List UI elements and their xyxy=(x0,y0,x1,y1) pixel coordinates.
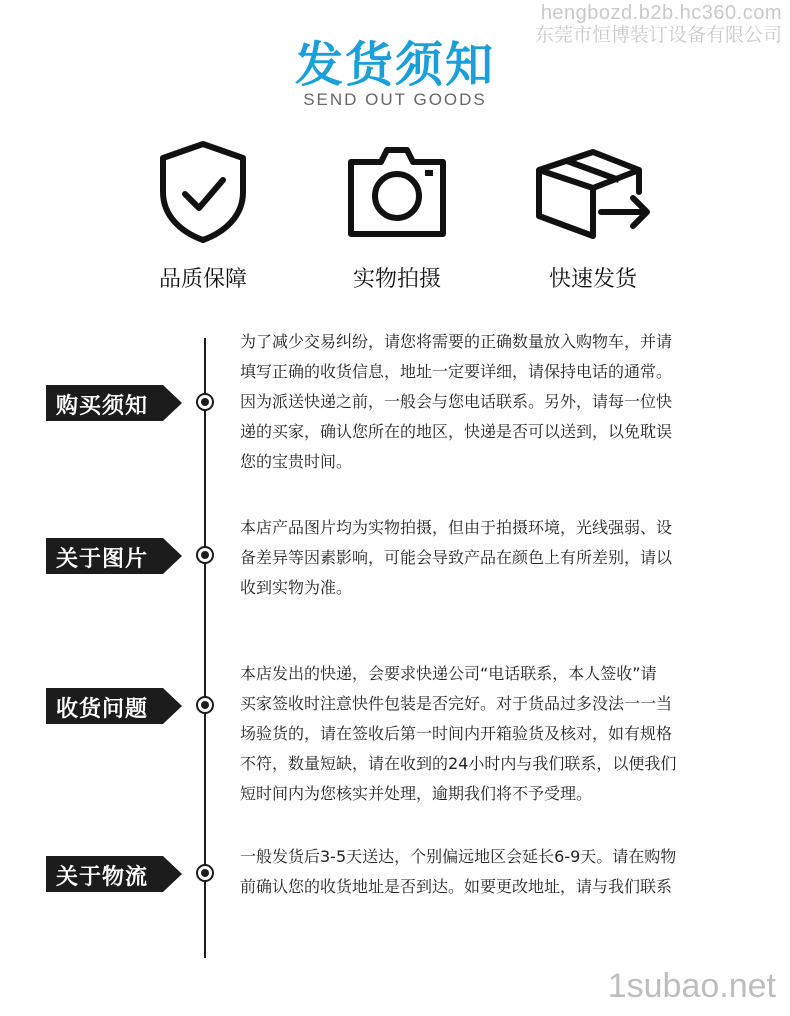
text-line: 买家签收时注意快件包装是否完好。对于货品过多没法一一当 xyxy=(240,694,673,713)
watermark-bottom: 1subao.net xyxy=(607,967,776,1005)
watermark-company: 东莞市恒博装订设备有限公司 xyxy=(534,24,782,46)
shield-check-icon xyxy=(153,140,253,244)
camera-icon xyxy=(345,140,449,244)
section-tag-label: 关于图片 xyxy=(56,547,149,572)
text-line: 一般发货后3-5天送达，个别偏远地区会延长6-9天。请在购物 xyxy=(240,847,677,866)
section-text-pictures xyxy=(240,513,750,603)
text-line: 为了减少交易纠纷，请您将需要的正确数量放入购物车，并请 xyxy=(240,332,673,351)
text-line: 前确认您的收货地址是否到达。如要更改地址，请与我们联系 xyxy=(240,877,673,896)
section-tag-receiving xyxy=(46,688,182,724)
feature-quality xyxy=(128,140,278,293)
box-arrow-icon xyxy=(531,140,655,244)
section-tag-purchase xyxy=(46,385,182,421)
timeline-dot xyxy=(196,864,214,882)
feature-photo xyxy=(322,140,472,293)
text-line: 本店发出的快递，会要求快递公司“电话联系，本人签收”请 xyxy=(240,664,657,683)
watermark-url: hengbozd.b2b.hc360.com xyxy=(540,2,782,24)
feature-label: 实物拍摄 xyxy=(352,267,441,292)
text-line: 您的宝贵时间。 xyxy=(240,452,353,471)
text-line: 收到实物为准。 xyxy=(240,578,353,597)
text-line: 场验货的，请在签收后第一时间内开箱验货及核对，如有规格 xyxy=(240,724,673,743)
text-line: 备差异等因素影响，可能会导致产品在颜色上有所差别，请以 xyxy=(240,548,673,567)
text-line: 本店产品图片均为实物拍摄，但由于拍摄环境，光线强弱、设 xyxy=(240,518,673,537)
timeline-dot xyxy=(196,393,214,411)
section-text-receiving xyxy=(240,659,750,809)
text-line: 不符，数量短缺，请在收到的24小时内与我们联系，以便我们 xyxy=(240,754,677,773)
section-text-purchase xyxy=(240,327,750,477)
text-line: 填写正确的收货信息，地址一定要详细，请保持电话的通常。 xyxy=(240,362,673,381)
section-tag-label: 收货问题 xyxy=(56,697,149,722)
page-title: 发货须知 xyxy=(294,37,495,93)
text-line: 递的买家，确认您所在的地区，快递是否可以送到，以免耽误 xyxy=(240,422,673,441)
page-subtitle: SEND OUT GOODS xyxy=(303,90,487,109)
text-line: 短时间内为您核实并处理，逾期我们将不予受理。 xyxy=(240,784,593,803)
section-tag-pictures xyxy=(46,538,182,574)
feature-label: 品质保障 xyxy=(158,267,247,292)
feature-label: 快速发货 xyxy=(548,267,637,292)
timeline-dot xyxy=(196,546,214,564)
timeline-dot xyxy=(196,696,214,714)
feature-shipping xyxy=(518,140,668,293)
section-tag-logistics xyxy=(46,856,182,892)
section-tag-label: 购买须知 xyxy=(56,394,149,419)
text-line: 因为派送快递之前，一般会与您电话联系。另外，请每一位快 xyxy=(240,392,673,411)
section-tag-label: 关于物流 xyxy=(56,865,149,890)
section-text-logistics xyxy=(240,842,750,902)
